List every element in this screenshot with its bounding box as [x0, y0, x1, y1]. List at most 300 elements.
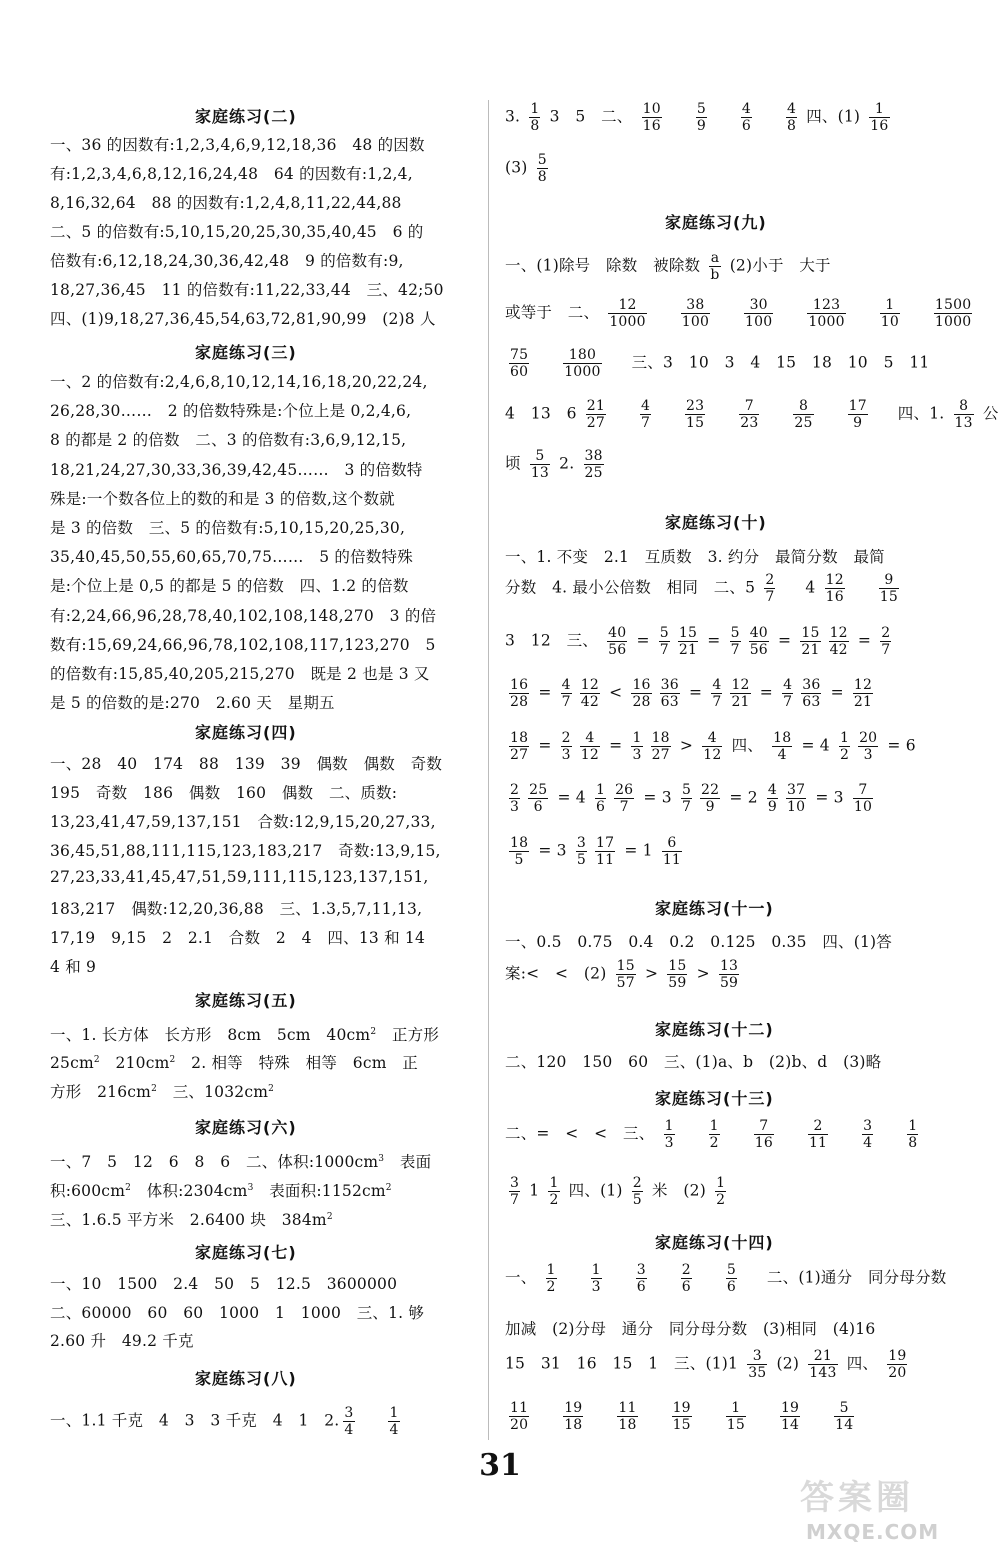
numerator: 4 — [767, 782, 778, 798]
text: (2) — [771, 1354, 805, 1373]
numerator: 8 — [954, 398, 974, 415]
numerator: 38 — [584, 448, 603, 464]
fraction — [509, 782, 520, 815]
s3-line-7: 35,40,45,50,55,60,65,70,75…… 5 的倍数特殊 — [50, 548, 413, 567]
section-title-2: 家庭练习(二) — [195, 107, 297, 126]
text — [711, 108, 737, 126]
s2-line-1: 一、36 的因数有:1,2,3,4,6,9,12,18,36 48 的因数 — [50, 136, 425, 154]
fraction — [880, 297, 900, 330]
denominator: 6 — [636, 1279, 646, 1295]
numerator: 1 — [549, 1175, 559, 1191]
denominator: 9 — [767, 799, 778, 815]
text — [903, 579, 924, 597]
numerator: 8 — [793, 398, 813, 415]
text — [651, 1269, 677, 1287]
text: = — [702, 631, 726, 650]
fraction — [608, 297, 646, 330]
numerator: 4 — [783, 677, 793, 693]
numerator: 18 — [651, 730, 670, 746]
denominator: 12 — [580, 747, 599, 763]
numerator: 17 — [848, 398, 867, 414]
denominator: 15 — [686, 415, 705, 431]
fraction — [767, 782, 778, 815]
text: 1 — [524, 1181, 545, 1200]
fraction — [747, 1348, 767, 1381]
numerator: 19 — [780, 1400, 800, 1416]
denominator: 9 — [705, 799, 715, 815]
numerator: 1 — [664, 1118, 674, 1134]
text: 2. — [554, 454, 580, 473]
fraction — [651, 730, 671, 763]
denominator: 27 — [651, 747, 670, 763]
text — [679, 1125, 705, 1143]
numerator: 17 — [595, 835, 615, 851]
text: = — [772, 631, 797, 650]
denominator: 21 — [731, 694, 750, 710]
denominator: 28 — [510, 694, 529, 710]
text: = — [683, 683, 708, 702]
denominator: 13 — [530, 465, 550, 481]
fraction — [825, 572, 845, 605]
s4-line-3: 13,23,41,47,59,137,151 合数:12,9,15,20,27,33, — [50, 813, 436, 831]
s2-line-4: 二、5 的倍数有:5,10,15,20,25,30,35,40,45 6 的 — [50, 223, 424, 241]
s11-line-1: 一、0.5 0.75 0.4 0.2 0.125 0.35 四、(1)答 — [505, 933, 893, 951]
fraction — [672, 1400, 692, 1433]
fraction — [642, 101, 662, 134]
text: 四、1. — [897, 404, 950, 423]
s10-line-7 — [505, 835, 686, 868]
numerator: 18 — [773, 730, 792, 746]
numerator: 16 — [510, 677, 529, 693]
s2-line-5: 倍数有:6,12,18,24,30,36,42,48 9 的倍数有:9, — [50, 252, 404, 270]
numerator: 3 — [636, 1262, 646, 1278]
numerator: 37 — [787, 782, 806, 798]
s4-line-2: 195 奇数 186 偶数 160 偶数 二、质数: — [50, 784, 398, 802]
numerator: 9 — [879, 572, 899, 589]
denominator: 3 — [863, 747, 873, 763]
text: 公 — [977, 404, 999, 423]
text: = 6 — [882, 736, 916, 755]
denominator: 35 — [748, 1365, 767, 1381]
fraction — [537, 152, 548, 185]
s2-line-3: 8,16,32,64 88 的因数有:1,2,4,8,11,22,44,88 — [50, 194, 402, 212]
denominator: 6 — [681, 1279, 691, 1295]
fraction — [793, 398, 813, 431]
numerator: 7 — [853, 782, 873, 799]
s5-line-2: $25cm^2$ $210cm^2$ 2. 相等 特殊 相等 6cm 正 — [50, 1054, 419, 1072]
text: 三、3 10 3 4 15 18 10 5 11 — [631, 353, 930, 372]
text — [561, 1269, 587, 1287]
watermark-url: MXQE.COM — [806, 1520, 940, 1544]
denominator: 59 — [668, 975, 687, 991]
numerator: 2 — [681, 1262, 691, 1278]
fraction — [584, 448, 604, 481]
denominator: 11 — [595, 852, 615, 868]
fraction — [709, 1118, 720, 1151]
numerator: 2 — [632, 1175, 642, 1191]
numerator: 4 — [741, 101, 751, 117]
denominator: 7 — [783, 694, 793, 710]
fraction — [786, 101, 797, 134]
text — [849, 579, 875, 597]
s6-line-1: 一、7 5 12 6 8 6 二、体积$:1000cm^3$ 表面 — [50, 1153, 432, 1171]
denominator: 3 — [632, 747, 642, 763]
fraction — [709, 250, 720, 283]
denominator: 18 — [564, 1417, 583, 1433]
numerator: 2 — [561, 730, 571, 746]
s9-line-1 — [505, 250, 831, 283]
denominator: 9 — [853, 415, 863, 431]
section-title-6: 家庭练习(六) — [195, 1118, 297, 1137]
text — [818, 405, 844, 423]
fraction — [664, 1118, 675, 1151]
fraction — [509, 1400, 529, 1433]
fraction — [614, 782, 634, 815]
denominator: 27 — [510, 747, 529, 763]
fraction — [853, 782, 873, 815]
fraction — [681, 1262, 692, 1295]
text: = 1 — [619, 841, 658, 860]
denominator: 14 — [780, 1417, 800, 1433]
text: = — [631, 631, 655, 650]
text — [610, 405, 636, 423]
text: = — [825, 683, 849, 702]
numerator: 38 — [681, 297, 710, 314]
s4-line-4: 36,45,51,88,111,115,123,183,217 奇数:13,9,15, — [50, 842, 441, 860]
denominator: 21 — [801, 642, 820, 658]
denominator: 6 — [533, 799, 543, 815]
text: = 3 — [533, 841, 572, 860]
numerator: 1 — [632, 730, 642, 746]
fraction — [739, 398, 759, 431]
denominator: 7 — [881, 642, 891, 658]
denominator: 7 — [640, 415, 651, 431]
section-title-7: 家庭练习(七) — [195, 1243, 297, 1262]
text: = 3 — [810, 788, 849, 807]
fraction — [343, 1405, 354, 1438]
numerator: 1 — [880, 297, 900, 314]
text — [709, 405, 735, 423]
denominator: 100 — [745, 314, 773, 330]
fraction — [509, 835, 529, 868]
denominator: 10 — [853, 799, 873, 815]
text — [922, 1125, 943, 1143]
text: 一、(1)除号 除数 被除数 — [505, 256, 706, 275]
fraction — [685, 398, 705, 431]
fraction — [848, 398, 868, 431]
s8-line-1: 一、1.1 千克 4 3 3 千克 4 1 2. $\frac{3}{4}$ $\frac{1}{4}$ — [50, 1405, 399, 1438]
text: 四、(1) — [563, 1181, 628, 1200]
denominator: 4 — [344, 1422, 354, 1438]
s10-line-5 — [505, 730, 916, 763]
denominator: 25 — [584, 465, 603, 481]
numerator: 6 — [662, 835, 682, 852]
denominator: 7 — [712, 694, 722, 710]
s3-line-8: 是:个位上是 0,5 的都是 5 的倍数 四、1.2 的倍数 — [50, 577, 409, 596]
r-top-line-2 — [505, 152, 552, 185]
denominator: 16 — [642, 118, 661, 134]
numerator: 2 — [510, 782, 520, 798]
denominator: 7 — [619, 799, 629, 815]
fraction — [954, 398, 974, 431]
section-title-14: 家庭练习(十四) — [655, 1233, 774, 1252]
s7-line-2: 二、60000 60 60 1000 1 1000 三、1. 够 — [50, 1303, 425, 1322]
denominator: 63 — [802, 694, 821, 710]
s3-line-10: 数有:15,69,24,66,96,78,102,108,117,123,270 5 — [50, 635, 436, 654]
numerator: 19 — [672, 1400, 691, 1416]
s2-line-2: 有:1,2,3,4,6,8,12,16,24,48 64 的因数有:1,2,4, — [50, 165, 413, 183]
fraction — [576, 835, 587, 868]
s11-line-2 — [505, 958, 743, 991]
numerator: 1 — [709, 1118, 719, 1134]
fraction — [772, 730, 792, 763]
watermark-title: 答案圈 — [800, 1478, 914, 1518]
numerator: 40 — [608, 625, 627, 641]
numerator: 12 — [829, 625, 848, 641]
text: 分数 4. 最小公倍数 相同 二、5 — [505, 578, 761, 597]
fraction — [934, 297, 972, 330]
s9-line-4 — [505, 398, 999, 431]
fraction — [862, 1118, 873, 1151]
numerator: 4 — [640, 398, 651, 414]
text — [533, 354, 559, 372]
fraction — [879, 572, 899, 605]
text — [858, 1407, 879, 1425]
s3-line-2: 26,28,30…… 2 的倍数特殊是:个位上是 0,2,4,6, — [50, 402, 412, 421]
denominator: 15 — [879, 589, 898, 605]
numerator: 25 — [529, 782, 548, 798]
numerator: 1 — [546, 1262, 556, 1278]
fraction — [726, 1262, 737, 1295]
text — [606, 1269, 632, 1287]
fraction — [561, 677, 572, 710]
denominator: 63 — [660, 694, 679, 710]
numerator: 20 — [859, 730, 878, 746]
denominator: b — [710, 267, 720, 283]
denominator: 15 — [672, 1417, 691, 1433]
s5-line-1: 一、1. 长方体 长方形 8cm 5cm $40cm^2$ 正方形 — [50, 1026, 440, 1044]
fraction — [786, 782, 806, 815]
numerator: 19 — [888, 1348, 907, 1364]
text — [606, 354, 632, 372]
denominator: 3 — [510, 799, 520, 815]
numerator: 7 — [739, 398, 759, 415]
s3-line-3: 8 的都是 2 的倍数 二、3 的倍数有:3,6,9,12,15, — [50, 431, 407, 450]
text — [763, 405, 789, 423]
text: = 3 — [638, 788, 677, 807]
s2-line-6: 18,27,36,45 11 的倍数有:11,22,33,44 三、42;50 — [50, 281, 444, 299]
watermark-logo — [800, 1470, 990, 1550]
text: 四、(1) — [801, 107, 866, 126]
text: = 4 — [796, 736, 835, 755]
fraction — [880, 625, 891, 658]
s4-line-6: 183,217 偶数:12,20,36,88 三、1.3,5,7,11,13, — [50, 900, 423, 918]
denominator: 7 — [730, 642, 740, 658]
s4-line-5: 27,23,33,41,45,47,51,59,111,115,123,137,151, — [50, 868, 429, 886]
numerator: 1 — [530, 101, 540, 117]
r-top-line-1 — [505, 101, 894, 134]
fraction — [711, 677, 722, 710]
fraction — [808, 1348, 837, 1381]
fraction — [808, 1118, 828, 1151]
s3-line-4: 18,21,24,27,30,33,36,39,42,45…… 3 的倍数特 — [50, 460, 423, 479]
fraction — [607, 625, 627, 658]
fraction — [858, 730, 878, 763]
text — [533, 1407, 559, 1425]
fraction — [907, 1118, 918, 1151]
fraction — [800, 625, 820, 658]
fraction — [563, 347, 601, 380]
fraction — [530, 448, 550, 481]
text: 四、 — [726, 736, 769, 755]
fraction — [744, 297, 773, 330]
section-title-10: 家庭练习(十) — [665, 513, 767, 532]
denominator: 7 — [681, 799, 692, 815]
numerator: 18 — [510, 835, 529, 851]
denominator: 16 — [754, 1135, 773, 1151]
fraction — [853, 677, 873, 710]
denominator: 1000 — [564, 364, 601, 380]
denominator: 1000 — [609, 314, 646, 330]
fraction — [801, 677, 821, 710]
s7-line-1: 一、10 1500 2.4 50 5 12.5 3600000 — [50, 1275, 398, 1293]
s3-line-9: 有:2,24,66,96,28,78,40,102,108,148,270 3 的倍 — [50, 606, 437, 625]
denominator: 18 — [618, 1417, 637, 1433]
numerator: 12 — [825, 572, 844, 588]
fraction — [528, 782, 548, 815]
s3-line-12: 是 5 的倍数的是:270 2.60 天 星期五 — [50, 694, 335, 713]
denominator: 8 — [530, 118, 540, 134]
numerator: 5 — [681, 782, 692, 798]
denominator: 16 — [825, 589, 844, 605]
s9-line-2 — [505, 297, 997, 330]
fraction — [660, 677, 680, 710]
denominator: 3 — [591, 1279, 601, 1295]
fraction — [617, 1400, 637, 1433]
denominator: 2 — [709, 1135, 719, 1151]
s14-line-4 — [505, 1400, 879, 1433]
text — [642, 1407, 668, 1425]
text — [714, 304, 740, 322]
fraction — [529, 101, 540, 134]
numerator: 12 — [731, 677, 750, 693]
denominator: 21 — [853, 694, 873, 710]
text — [750, 1407, 776, 1425]
numerator: 15 — [801, 625, 820, 641]
denominator: 3 — [561, 747, 571, 763]
numerator: 1 — [591, 1262, 601, 1278]
text: 4 13 6 — [505, 404, 582, 423]
s4-line-7: 17,19 9,15 2 2.1 合数 2 4 四、13 和 14 — [50, 929, 426, 947]
fraction — [715, 1175, 726, 1208]
text: 4 — [805, 578, 821, 597]
numerator: 1 — [389, 1405, 399, 1421]
numerator: 2 — [765, 572, 775, 588]
s10-line-6 — [505, 782, 877, 815]
denominator: 5 — [514, 852, 524, 868]
numerator: 1 — [869, 101, 889, 118]
denominator: 6 — [726, 1279, 736, 1295]
denominator: 8 — [537, 169, 547, 185]
s6-line-3: 三、1.6.5 平方米 2.6400 块 $384m^2$ — [50, 1211, 333, 1229]
denominator: 10 — [787, 799, 806, 815]
denominator: 13 — [954, 415, 973, 431]
s3-line-11: 的倍数有:15,85,40,205,215,270 既是 2 也是 3 又 — [50, 665, 430, 683]
denominator: 8 — [908, 1135, 918, 1151]
text: > — [691, 964, 715, 983]
text — [850, 304, 876, 322]
fraction — [586, 398, 606, 431]
text: < — [604, 683, 628, 702]
s3-line-5: 殊是:一个数各位上的数的和是 3 的倍数,这个数就 — [50, 489, 395, 508]
denominator: 20 — [888, 1365, 907, 1381]
denominator: 3 — [664, 1135, 674, 1151]
text: 3 5 二、 — [544, 107, 638, 126]
fraction — [509, 677, 529, 710]
s2-line-7: 四、(1)9,18,27,36,45,54,63,72,81,90,99 (2)8 人 — [50, 310, 436, 328]
numerator: a — [710, 250, 720, 266]
denominator: 25 — [794, 415, 813, 431]
s14-line-3 — [505, 1348, 911, 1381]
s3-line-1: 一、2 的倍数有:2,4,6,8,10,12,14,16,18,20,22,24, — [50, 373, 428, 391]
fraction — [509, 1175, 520, 1208]
text — [724, 1125, 750, 1143]
text — [696, 1407, 722, 1425]
fraction — [741, 101, 752, 134]
fraction — [595, 835, 615, 868]
fraction — [561, 730, 572, 763]
numerator: 4 — [712, 677, 722, 693]
fraction — [839, 730, 850, 763]
fraction — [730, 625, 741, 658]
s10-line-4 — [505, 677, 877, 710]
denominator: 6 — [741, 118, 751, 134]
numerator: 3 — [863, 1118, 873, 1134]
text: 3 12 三、 — [505, 631, 604, 650]
denominator: 11 — [808, 1135, 828, 1151]
s9-line-3 — [505, 347, 929, 380]
fraction — [696, 101, 707, 134]
text — [872, 405, 898, 423]
denominator: 21 — [678, 642, 698, 658]
section-title-4: 家庭练习(四) — [195, 723, 297, 742]
text — [779, 579, 805, 597]
section-title-11: 家庭练习(十一) — [655, 899, 774, 918]
numerator: 26 — [615, 782, 634, 798]
fraction — [580, 730, 600, 763]
text: (3) — [505, 158, 533, 177]
s7-line-3: 2.60 升 49.2 千克 — [50, 1332, 194, 1350]
numerator: 5 — [696, 101, 706, 117]
denominator: 5 — [576, 852, 586, 868]
text: (2)小于 大于 — [724, 256, 831, 275]
fraction — [388, 1405, 399, 1438]
section-title-13: 家庭练习(十三) — [655, 1089, 774, 1108]
text: 3. — [505, 107, 526, 126]
fraction — [580, 677, 600, 710]
s5-line-3: 方形 $216cm^2$ 三、$1032cm^2$ — [50, 1083, 275, 1101]
s4-line-1: 一、28 40 174 88 139 39 偶数 偶数 奇数 — [50, 755, 443, 773]
numerator: 36 — [802, 677, 821, 693]
s13-line-2 — [505, 1175, 730, 1208]
text: 顷 — [505, 454, 526, 473]
numerator: 1 — [839, 730, 850, 746]
s10-line-2 — [505, 572, 924, 605]
text — [756, 108, 782, 126]
numerator: 22 — [701, 782, 720, 798]
fraction — [662, 835, 682, 868]
fraction — [509, 347, 529, 380]
